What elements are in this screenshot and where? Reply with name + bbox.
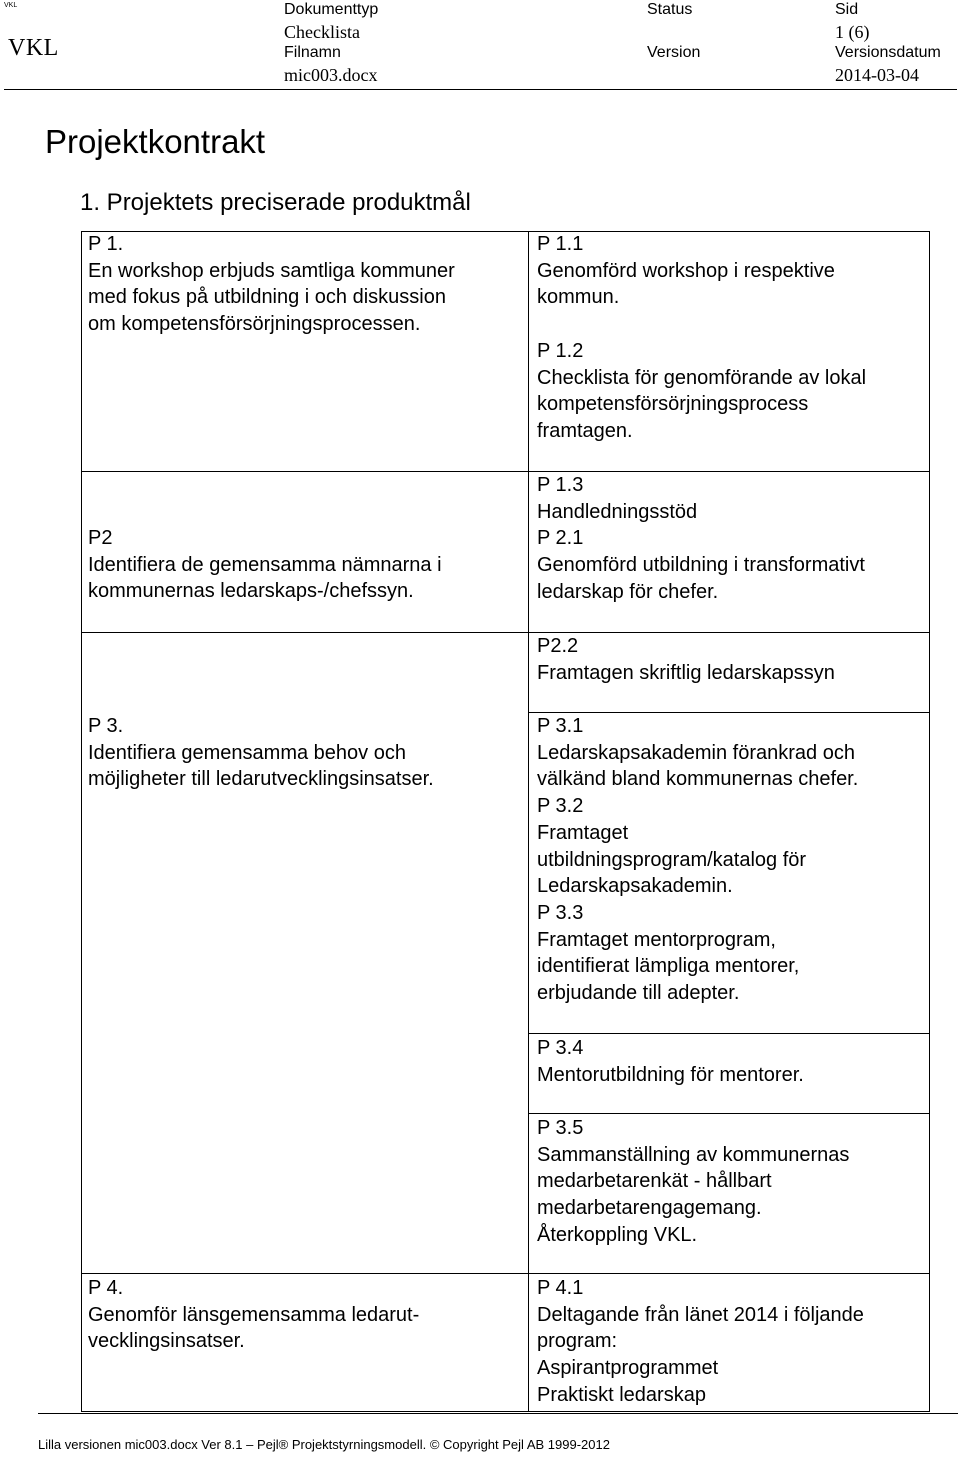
cell-line: Genomför länsgemensamma ledarut-: [88, 1303, 420, 1326]
cell-line: framtagen.: [537, 420, 633, 443]
vkl-logo: VKL: [8, 35, 59, 61]
cell-line: Ledarskapsakademin förankrad och: [537, 741, 855, 764]
table-column-divider: [528, 231, 529, 1412]
cell-line: P 1.1: [537, 233, 584, 255]
cell-line: P 3.2: [537, 795, 584, 818]
cell-line: kommun.: [537, 286, 620, 309]
cell-line: Sammanställning av kommunernas: [537, 1143, 850, 1166]
result-p2-2-cell: [537, 633, 835, 686]
cell-line: Checklista för genomförande av lokal: [537, 366, 867, 389]
cell-line: Praktiskt ledarskap: [537, 1383, 706, 1406]
header-divider: [4, 89, 957, 90]
cell-line: En workshop erbjuds samtliga kommuner: [88, 259, 455, 282]
cell-line: utbildningsprogram/katalog för: [537, 848, 807, 871]
right-row-divider: [528, 1113, 930, 1114]
left-row-divider: [81, 632, 528, 633]
cell-line: medarbetarenkät - hållbart: [537, 1170, 772, 1193]
version-date-value: 2014-03-04: [835, 65, 919, 85]
version-date-label: Versionsdatum: [835, 44, 941, 61]
cell-line: erbjudande till adepter.: [537, 982, 740, 1005]
cell-line: P2.2: [537, 635, 579, 657]
cell-line: Deltagande från länet 2014 i följande: [537, 1303, 864, 1326]
cell-line: kompetensförsörjningsprocess: [537, 393, 809, 416]
right-row-divider: [528, 1273, 930, 1274]
cell-line: med fokus på utbildning i och diskussion: [88, 286, 446, 309]
cell-line: ledarskap för chefer.: [537, 580, 719, 603]
cell-line: P 3.4: [537, 1037, 584, 1059]
cell-line: Framtaget: [537, 821, 629, 844]
cell-line: identifierat lämpliga mentorer,: [537, 955, 800, 978]
cell-line: möjligheter till ledarutvecklingsinsatser.: [88, 768, 434, 791]
result-p4-1-cell: [537, 1275, 864, 1409]
cell-line: P 1.: [88, 233, 124, 255]
cell-line: Ledarskapsakademin.: [537, 875, 733, 898]
cell-line: P 4.: [88, 1277, 124, 1299]
small-logo-text: VKL: [4, 2, 18, 9]
status-label: Status: [647, 1, 693, 18]
result-p3-5-cell: [537, 1115, 849, 1249]
cell-line: Genomförd workshop i respektive: [537, 259, 835, 282]
left-row-divider: [81, 471, 528, 472]
filename-value: mic003.docx: [284, 65, 378, 85]
goal-p4-cell: [88, 1275, 419, 1355]
goal-p3-cell: [88, 713, 434, 793]
doc-type-value: Checklista: [284, 22, 360, 42]
cell-line: P 3.5: [537, 1117, 584, 1139]
cell-line: Aspirantprogrammet: [537, 1357, 719, 1380]
cell-line: P 1.2: [537, 340, 584, 362]
cell-line: vecklingsinsatser.: [88, 1330, 245, 1353]
cell-line: Återkoppling VKL.: [537, 1223, 698, 1246]
cell-line: Identifiera gemensamma behov och: [88, 741, 406, 764]
cell-line: om kompetensförsörjningsprocessen.: [88, 313, 421, 336]
goal-p1-cell: [88, 231, 455, 338]
result-p3-4-cell: [537, 1035, 804, 1088]
cell-line: P 3.: [88, 715, 124, 737]
cell-line: Mentorutbildning för mentorer.: [537, 1063, 804, 1086]
result-p1-2-cell: [537, 338, 866, 445]
result-p3-1-to-3-3-cell: [537, 713, 858, 1007]
doc-type-label: Dokumenttyp: [284, 1, 379, 18]
cell-line: kommunernas ledarskaps-/chefssyn.: [88, 580, 414, 603]
footer-text: Lilla versionen mic003.docx Ver 8.1 – Pejl® Projektstyrningsmodell. © Copyright Pejl AB 1999-2012: [38, 1437, 610, 1452]
cell-line: P 2.1: [537, 527, 584, 550]
version-label: Version: [647, 44, 701, 61]
goal-p2-cell: [88, 525, 442, 605]
cell-line: Handledningsstöd: [537, 500, 698, 523]
filename-label: Filnamn: [284, 44, 341, 61]
cell-line: program:: [537, 1330, 618, 1353]
result-p1-1-cell: [537, 231, 835, 311]
cell-line: P 3.1: [537, 715, 584, 737]
page-title: Projektkontrakt: [45, 123, 266, 160]
section-heading: 1. Projektets preciserade produktmål: [80, 189, 471, 216]
left-row-divider: [81, 1273, 528, 1274]
footer-divider: [38, 1413, 958, 1414]
page-label: Sid: [835, 1, 859, 18]
result-p1-3-p2-1-cell: [537, 472, 865, 606]
cell-line: P 4.1: [537, 1277, 584, 1299]
cell-line: välkänd bland kommunernas chefer.: [537, 768, 859, 791]
cell-line: medarbetarengagemang.: [537, 1197, 762, 1220]
cell-line: Identifiera de gemensamma nämnarna i: [88, 553, 442, 576]
cell-line: P 1.3: [537, 474, 584, 496]
cell-line: Genomförd utbildning i transformativt: [537, 554, 865, 577]
right-row-divider: [528, 1033, 930, 1034]
cell-line: P 3.3: [537, 901, 584, 924]
cell-line: P2: [88, 527, 113, 549]
cell-line: Framtaget mentorprogram,: [537, 928, 776, 951]
cell-line: Framtagen skriftlig ledarskapssyn: [537, 661, 835, 684]
page-number: 1 (6): [835, 22, 870, 42]
